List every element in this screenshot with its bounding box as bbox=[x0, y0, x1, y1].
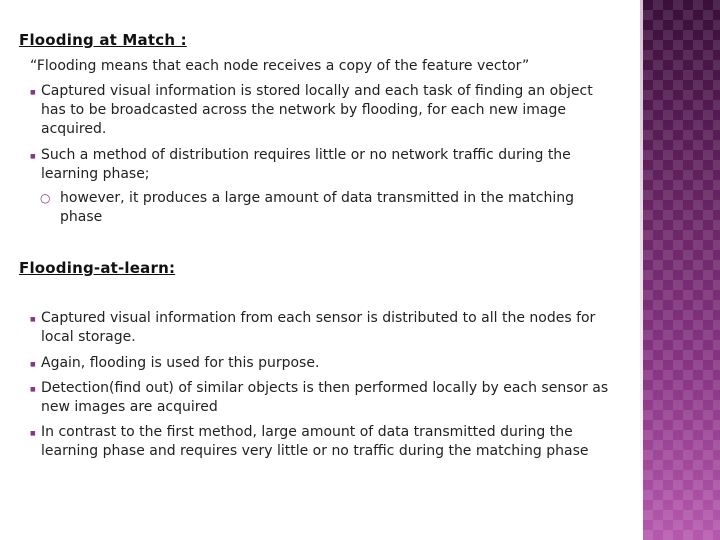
list-item bbox=[20, 309, 610, 347]
bullet-text: Captured visual information from each sensor is distributed to all the nodes for local storage. bbox=[41, 310, 596, 345]
bullet-text: Captured visual information is stored locally and each task of finding an object has to be broadcasted across the network by flooding, for each new image acquired. bbox=[41, 83, 593, 137]
bullet-icon: ■ bbox=[30, 316, 36, 323]
sub-list-item bbox=[40, 189, 600, 227]
definition-quote: “Flooding means that each node receives a copy of the feature vector” bbox=[30, 58, 530, 74]
sub-bullet-text: however, it produces a large amount of data transmitted in the matching phase bbox=[60, 190, 574, 225]
bullet-text: Such a method of distribution requires little or no network traffic during the learning phase; bbox=[41, 147, 571, 182]
heading-flooding-at-match: Flooding at Match : bbox=[19, 31, 187, 49]
list-item bbox=[20, 423, 610, 461]
decorative-side-panel bbox=[643, 0, 720, 540]
bullet-icon: ■ bbox=[30, 386, 36, 393]
list-item bbox=[20, 379, 610, 417]
hollow-circle-icon: ○ bbox=[40, 191, 51, 205]
bullet-icon: ■ bbox=[30, 153, 36, 160]
list-item bbox=[20, 354, 610, 373]
bullet-icon: ■ bbox=[30, 361, 36, 368]
heading-flooding-at-learn: Flooding-at-learn: bbox=[19, 259, 176, 277]
bullet-text: Detection(find out) of similar objects is then performed locally by each sensor as new images are acquired bbox=[41, 380, 609, 415]
bullet-icon: ■ bbox=[30, 89, 36, 96]
bullet-text: Again, flooding is used for this purpose. bbox=[41, 355, 320, 371]
list-item bbox=[20, 146, 610, 184]
bullet-icon: ■ bbox=[30, 430, 36, 437]
bullet-text: In contrast to the first method, large amount of data transmitted during the learning phase and requires very little or no traffic during the matching phase bbox=[41, 424, 589, 459]
list-item bbox=[20, 82, 610, 139]
